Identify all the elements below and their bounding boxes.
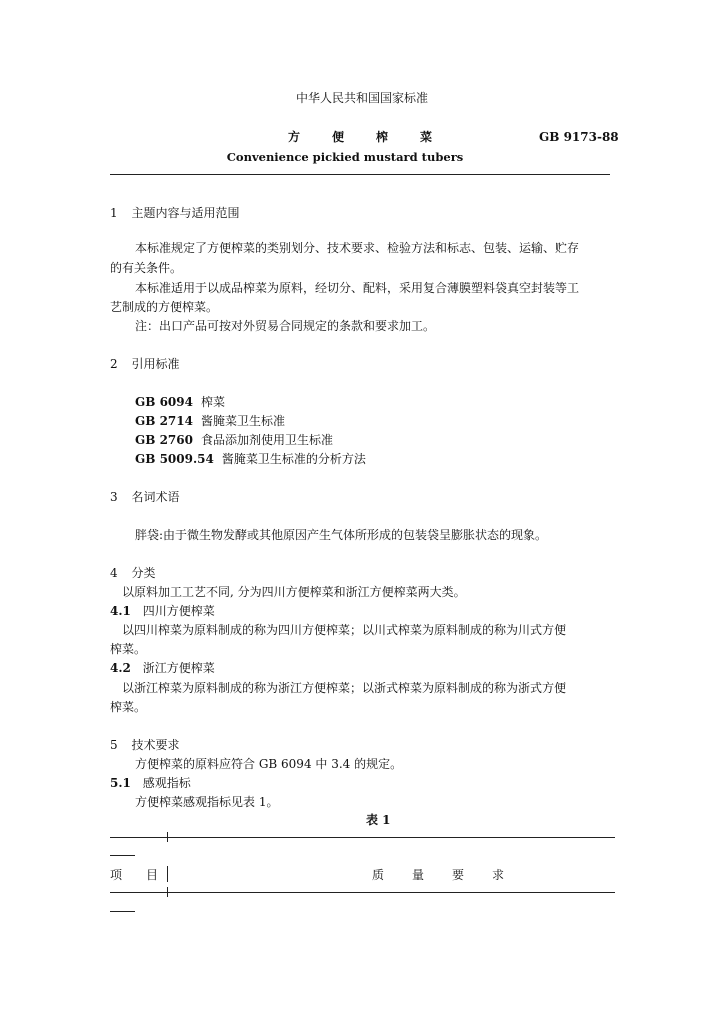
header-divider <box>110 174 610 175</box>
reference-code: GB 2760 <box>135 433 193 447</box>
s5-1-paragraph: 方便榨菜感观指标见表 1。 <box>135 795 279 809</box>
s4-paragraph: 以原料加工工艺不同, 分为四川方便榨菜和浙江方便榨菜两大类。 <box>122 585 466 599</box>
reference-code: GB 6094 <box>135 395 193 409</box>
reference-name: 食品添加剂使用卫生标准 <box>200 433 333 447</box>
document-title-en: Convenience pickied mustard tubers <box>226 150 464 164</box>
section-title: 分类 <box>131 566 156 580</box>
section-title: 技术要求 <box>131 738 180 752</box>
subsection-number: 4.1 <box>110 604 131 618</box>
reference-item <box>135 413 285 429</box>
section-4-heading <box>110 565 155 581</box>
section-number: 1 <box>110 206 118 220</box>
s5-paragraph: 方便榨菜的原料应符合 GB 6094 中 3.4 的规定。 <box>135 757 403 771</box>
section-number: 2 <box>110 357 118 371</box>
section-title: 主题内容与适用范围 <box>131 206 240 220</box>
table-header-rule <box>110 892 615 893</box>
section-3-heading <box>110 489 179 505</box>
subsection-number: 5.1 <box>110 776 131 790</box>
section-2-heading <box>110 356 179 372</box>
table-caption: 表 1 <box>366 813 391 827</box>
section-title: 名词术语 <box>131 490 180 504</box>
reference-item <box>135 451 366 467</box>
subsection-title: 感观指标 <box>142 776 191 790</box>
standard-code: GB 9173-88 <box>539 130 619 144</box>
document-title-cn: 方 便 榨 菜 <box>288 130 443 144</box>
table-column-divider <box>167 887 168 897</box>
reference-code: GB 2714 <box>135 414 193 428</box>
table-column-divider <box>167 832 168 842</box>
subsection-5-1-heading <box>110 775 191 791</box>
subsection-title: 浙江方便榨菜 <box>142 661 215 675</box>
reference-code: GB 5009.54 <box>135 452 214 466</box>
table-header-requirement: 质 量 要 求 <box>372 868 513 882</box>
section-number: 3 <box>110 490 118 504</box>
table-header-item: 项 目 <box>110 868 159 882</box>
table-column-divider <box>167 866 168 882</box>
subsection-number: 4.2 <box>110 661 131 675</box>
reference-name: 酱腌菜卫生标准 <box>200 414 285 428</box>
section-5-heading <box>110 737 179 753</box>
section-title: 引用标准 <box>131 357 180 371</box>
reference-name: 酱腌菜卫生标准的分析方法 <box>221 452 366 466</box>
standard-org-title: 中华人民共和国国家标准 <box>295 91 428 105</box>
s1-paragraph-2-line-2: 艺制成的方便榨菜。 <box>110 300 219 314</box>
section-number: 4 <box>110 566 118 580</box>
table-rule-stub <box>110 855 135 856</box>
table-rule-stub <box>110 911 135 912</box>
s3-paragraph: 胖袋:由于微生物发酵或其他原因产生气体所形成的包装袋呈膨胀状态的现象。 <box>135 528 548 542</box>
reference-item <box>135 394 225 410</box>
subsection-4-2-heading <box>110 660 215 676</box>
subsection-title: 四川方便榨菜 <box>142 604 215 618</box>
section-number: 5 <box>110 738 118 752</box>
reference-name: 榨菜 <box>200 395 225 409</box>
s4-2-line-2: 榨菜。 <box>110 700 147 714</box>
s4-2-line-1: 以浙江榨菜为原料制成的称为浙江方便榨菜；以浙式榨菜为原料制成的称为浙式方便 <box>122 681 567 695</box>
s4-1-line-2: 榨菜。 <box>110 642 147 656</box>
s4-1-line-1: 以四川榨菜为原料制成的称为四川方便榨菜；以川式榨菜为原料制成的称为川式方便 <box>122 623 567 637</box>
reference-item <box>135 432 333 448</box>
s1-note: 注：出口产品可按对外贸易合同规定的条款和要求加工。 <box>135 319 436 333</box>
s1-paragraph-1-line-1: 本标准规定了方便榨菜的类别划分、技术要求、检验方法和标志、包装、运输、贮存 <box>135 241 580 255</box>
s1-paragraph-1-line-2: 的有关条件。 <box>110 261 183 275</box>
section-1-heading <box>110 205 239 221</box>
subsection-4-1-heading <box>110 603 215 619</box>
table-top-rule <box>110 837 615 838</box>
s1-paragraph-2-line-1: 本标准适用于以成品榨菜为原料，经切分、配料，采用复合薄膜塑料袋真空封装等工 <box>135 281 580 295</box>
